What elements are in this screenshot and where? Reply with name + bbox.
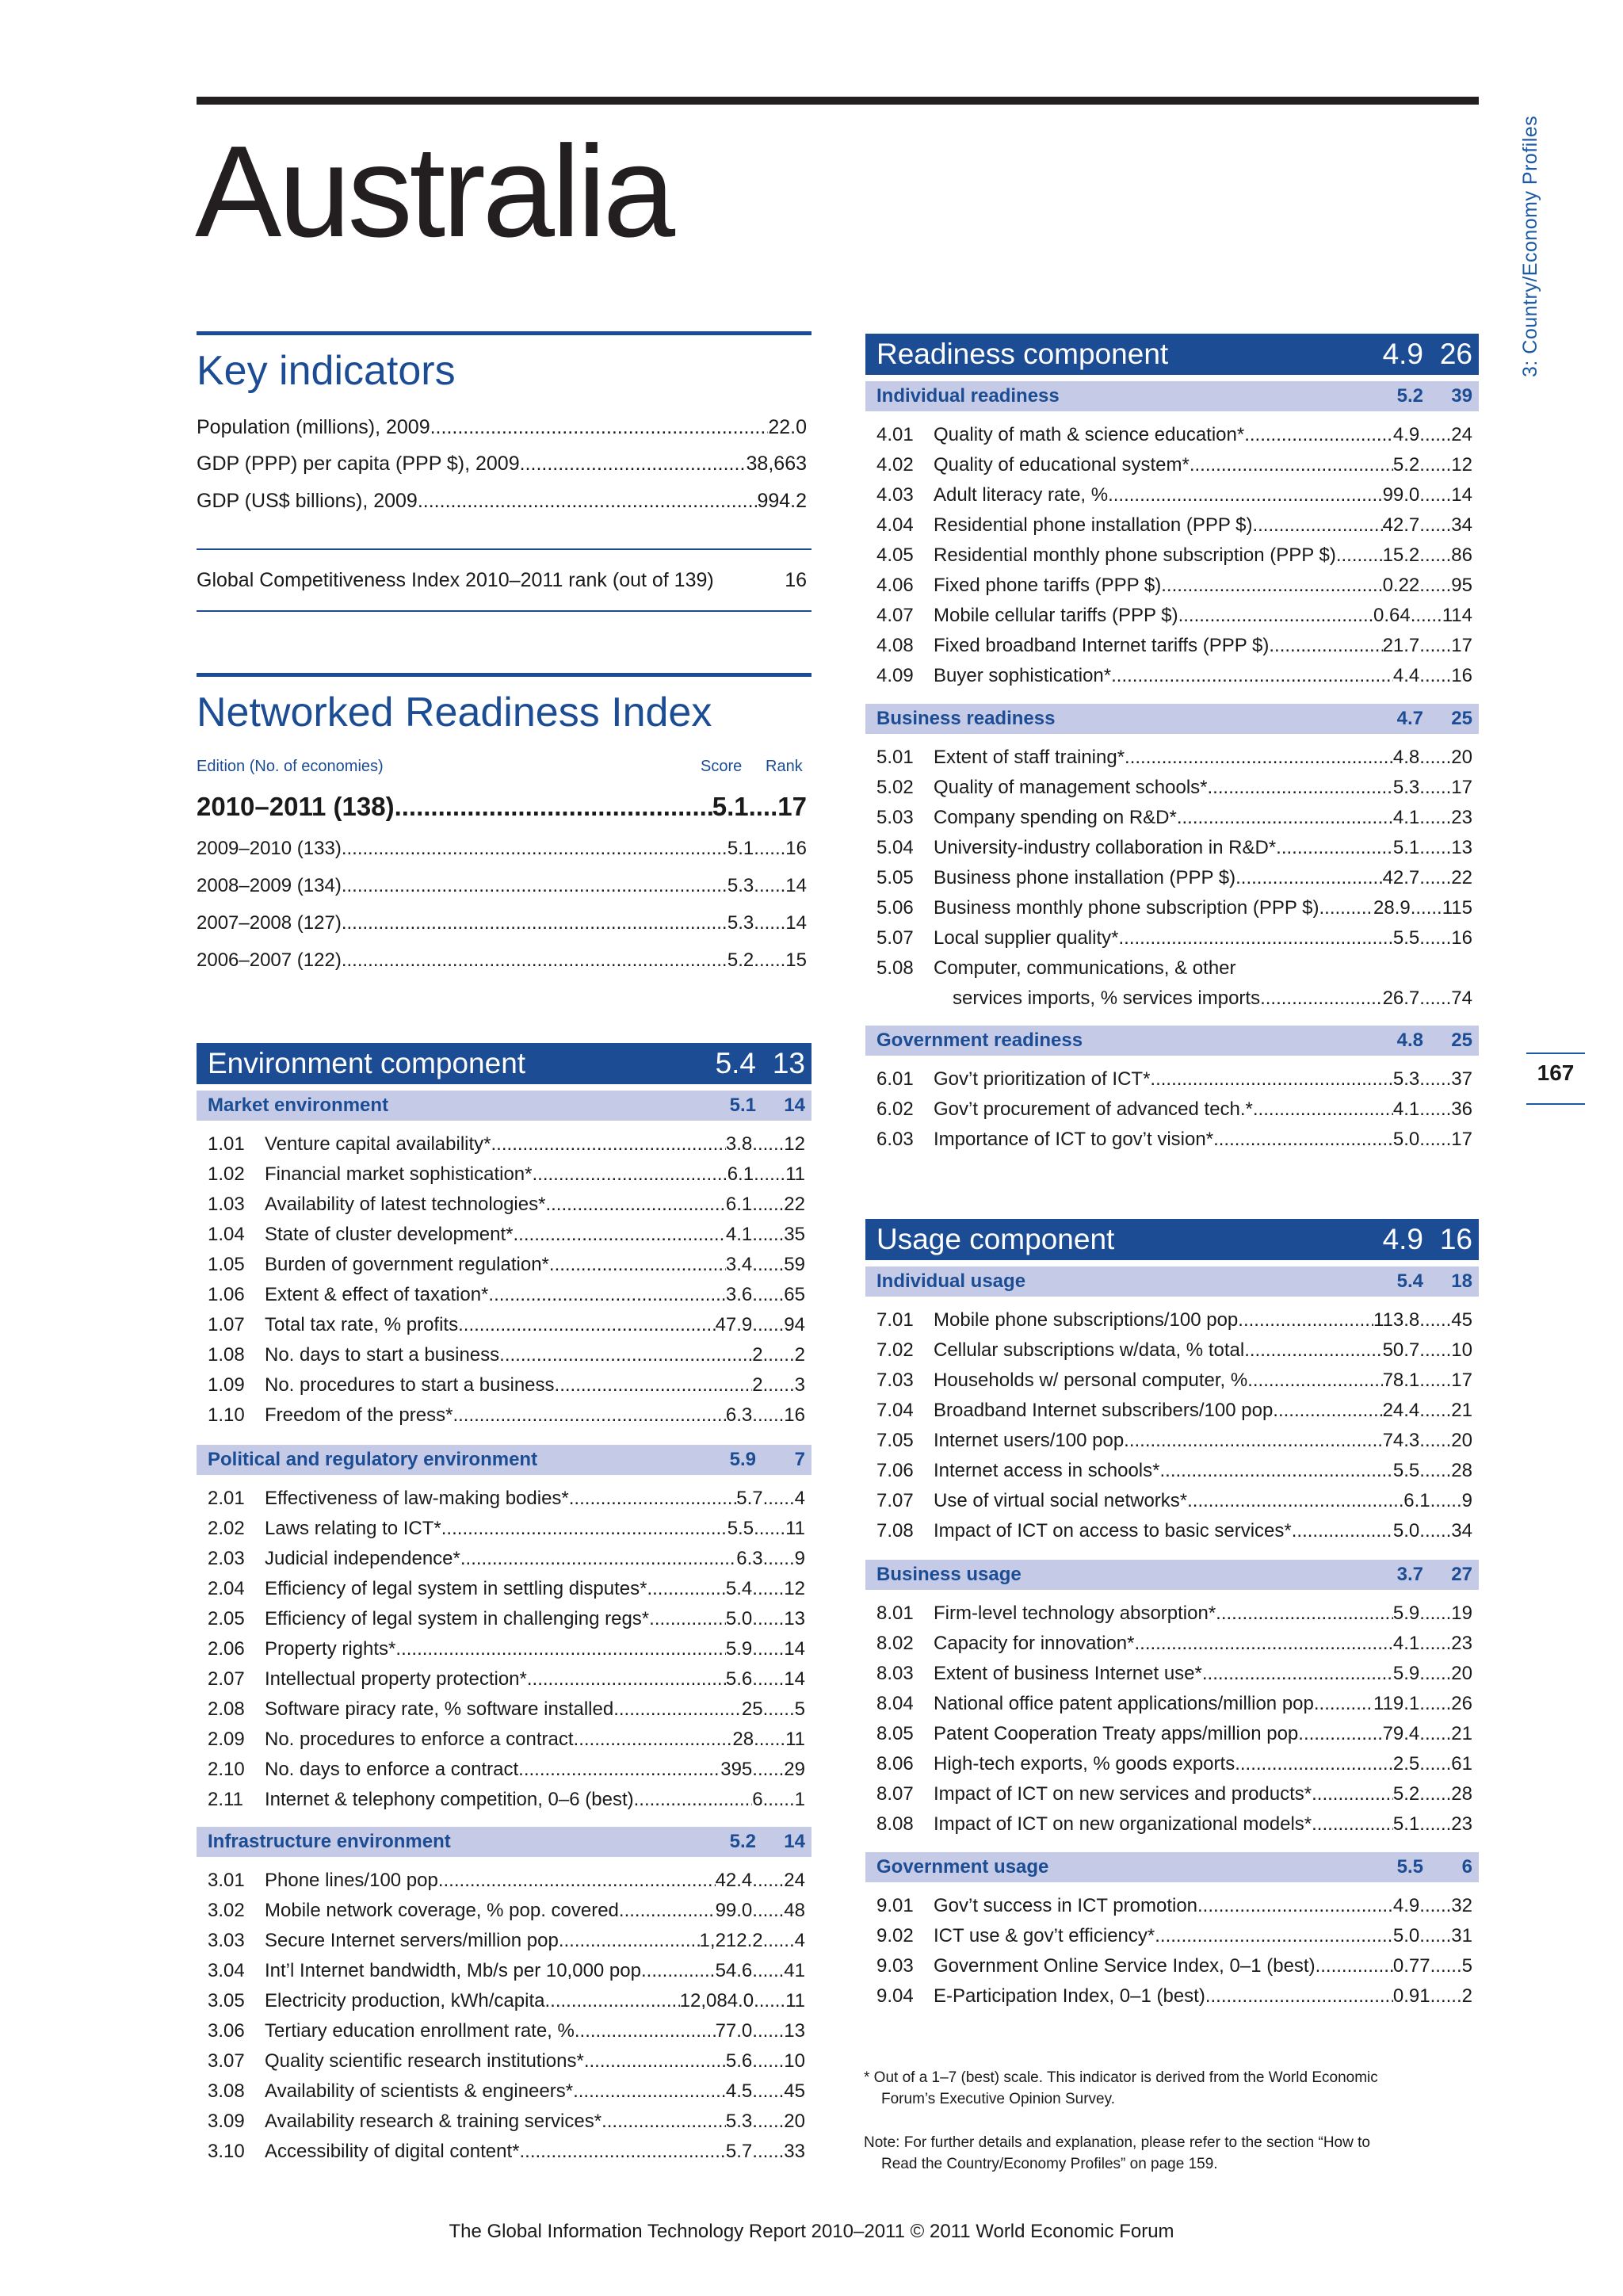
indicator-row: 9.03 Government Online Service Index, 0–1 (best) ..... 0.77 ...... 5 (865, 1951, 1479, 1981)
indicator-row: 2.11 Internet & telephony competition, 0–6 (best) ..... 6 ...... 1 (197, 1785, 812, 1815)
key-indicators-rule (197, 331, 812, 335)
gci-rank-row: Global Competitiveness Index 2010–2011 rank (out of 139) 16 (197, 569, 807, 591)
business-usage-header: Business usage 3.7 27 (865, 1560, 1479, 1590)
indicator-row: 2.05 Efficiency of legal system in challenging regs* ..... 5.0 ...... 13 (197, 1604, 812, 1634)
indicator-row: 2.07 Intellectual property protection* ..... 5.6 ...... 14 (197, 1664, 812, 1694)
indicator-row: 6.01 Gov’t prioritization of ICT* ..... 5.3 ...... 37 (865, 1064, 1479, 1095)
nri-rule (197, 673, 812, 677)
page-number-rule-top (1526, 1052, 1585, 1054)
top-rule (197, 97, 1479, 105)
government-readiness-header: Government readiness 4.8 25 (865, 1026, 1479, 1056)
indicator-row: 4.09 Buyer sophistication* ..... 4.4 ...... 16 (865, 661, 1479, 691)
indicator-row: 8.01 Firm-level technology absorption* ..... 5.9 ...... 19 (865, 1599, 1479, 1629)
section-side-label: 3: Country/Economy Profiles (1519, 115, 1541, 377)
indicator-row: 5.08 Computer, communications, & other (876, 957, 1236, 979)
indicator-row: 8.08 Impact of ICT on new organizational models* ..... 5.1 ...... 23 (865, 1809, 1479, 1839)
individual-readiness-header: Individual readiness 5.2 39 (865, 381, 1479, 411)
indicator-row: 3.04 Int’l Internet bandwidth, Mb/s per 10,000 pop ..... 54.6 ...... 41 (197, 1956, 812, 1986)
readiness-component-header: Readiness component 4.9 26 (865, 334, 1479, 375)
environment-component-header: Environment component 5.4 13 (197, 1043, 812, 1084)
indicator-row: 4.01 Quality of math & science education* ..... 4.9 ...... 24 (865, 420, 1479, 450)
nri-row: 2008–2009 (134) ..... 5.3 ...... 14 (197, 875, 807, 897)
indicator-row: 1.10 Freedom of the press* ..... 6.3 ...... 16 (197, 1400, 812, 1431)
indicator-row: 6.03 Importance of ICT to gov’t vision* ..... 5.0 ...... 17 (865, 1125, 1479, 1155)
indicator-row: 3.05 Electricity production, kWh/capita ..... 12,084.0 ...... 11 (197, 1986, 812, 2016)
gci-rule-top (197, 548, 812, 550)
indicator-row: 5.03 Company spending on R&D* ..... 4.1 ...... 23 (865, 803, 1479, 833)
indicator-row: 3.06 Tertiary education enrollment rate, % ..... 77.0 ...... 13 (197, 2016, 812, 2046)
indicator-row: 3.03 Secure Internet servers/million pop. ..... 1,212.2 ...... 4 (197, 1926, 812, 1956)
footnote-star: * Out of a 1–7 (best) scale. This indicator is derived from the World Economic Forum’s Executive Opinion Survey. (864, 2069, 1378, 2107)
infrastructure-environment-header: Infrastructure environment 5.2 14 (197, 1827, 812, 1857)
page-footer: The Global Information Technology Report 2010–2011 © 2011 World Economic Forum (449, 2221, 1174, 2242)
indicator-row: 5.01 Extent of staff training* ..... 4.8 ...... 20 (865, 743, 1479, 773)
usage-component-header: Usage component 4.9 16 (865, 1219, 1479, 1260)
indicator-row: 1.01 Venture capital availability* ..... 3.8 ...... 12 (197, 1129, 812, 1159)
indicator-row: 8.03 Extent of business Internet use* ..... 5.9 ...... 20 (865, 1659, 1479, 1689)
key-indicator-row: GDP (PPP) per capita (PPP $), 2009 ..... 38,663 (197, 453, 807, 476)
indicator-row: 3.08 Availability of scientists & engineers* ..... 4.5 ...... 45 (197, 2076, 812, 2107)
nri-row-current: 2010–2011 (138) ..... 5.1 .... 17 (197, 792, 807, 822)
indicator-row: 3.09 Availability research & training services* ..... 5.3 ...... 20 (197, 2107, 812, 2137)
indicator-row: 5.04 University-industry collaboration in R&D* ..... 5.1 ...... 13 (865, 833, 1479, 863)
indicator-row-continued: services imports, % services imports ..... 26.7 ...... 74 (865, 984, 1479, 1014)
indicator-row: 7.06 Internet access in schools* ..... 5.5 ...... 28 (865, 1456, 1479, 1486)
indicator-row: 9.04 E-Participation Index, 0–1 (best) ..... 0.91 ...... 2 (865, 1981, 1479, 2011)
nri-title: Networked Readiness Index (197, 690, 712, 735)
indicator-row: 1.04 State of cluster development* ..... 4.1 ...... 35 (197, 1220, 812, 1250)
indicator-row: 2.03 Judicial independence* ..... 6.3 ...... 9 (197, 1544, 812, 1574)
indicator-row: 4.03 Adult literacy rate, % ..... 99.0 ...... 14 (865, 480, 1479, 510)
nri-row: 2006–2007 (122) ..... 5.2 ...... 15 (197, 949, 807, 972)
key-indicator-row: GDP (US$ billions), 2009 ..... 994.2 (197, 490, 807, 513)
indicator-row: 9.02 ICT use & gov’t efficiency* ..... 5.0 ...... 31 (865, 1921, 1479, 1951)
indicator-row: 2.09 No. procedures to enforce a contract ..... 28 ...... 11 (197, 1725, 812, 1755)
nri-row: 2007–2008 (127) ..... 5.3 ...... 14 (197, 912, 807, 934)
indicator-row: 2.04 Efficiency of legal system in settling disputes* ..... 5.4 ...... 12 (197, 1574, 812, 1604)
indicator-row: 1.07 Total tax rate, % profits ..... 47.9 ...... 94 (197, 1310, 812, 1340)
country-title: Australia (195, 119, 673, 264)
indicator-row: 7.08 Impact of ICT on access to basic services* ..... 5.0 ...... 34 (865, 1516, 1479, 1546)
market-environment-header: Market environment 5.1 14 (197, 1091, 812, 1121)
page-number: 167 (1537, 1060, 1575, 1085)
indicator-row: 8.06 High-tech exports, % goods exports ..... 2.5 ...... 61 (865, 1749, 1479, 1779)
indicator-row: 5.06 Business monthly phone subscription (PPP $) ..... 28.9 ...... 115 (865, 893, 1479, 923)
indicator-row: 7.07 Use of virtual social networks* ..... 6.1 ...... 9 (865, 1486, 1479, 1516)
indicator-row: 8.05 Patent Cooperation Treaty apps/million pop ..... 79.4 ...... 21 (865, 1719, 1479, 1749)
nri-rank-header: Rank (766, 758, 803, 775)
business-readiness-header: Business readiness 4.7 25 (865, 704, 1479, 734)
indicator-row: 5.05 Business phone installation (PPP $) ..... 42.7 ...... 22 (865, 863, 1479, 893)
indicator-row: 7.02 Cellular subscriptions w/data, % total ..... 50.7 ...... 10 (865, 1335, 1479, 1366)
indicator-row: 4.06 Fixed phone tariffs (PPP $) ..... 0.22 ...... 95 (865, 571, 1479, 601)
key-indicator-row: Population (millions), 2009 ..... 22.0 (197, 416, 807, 439)
indicator-row: 2.10 No. days to enforce a contract ..... 395 ...... 29 (197, 1755, 812, 1785)
indicator-row: 9.01 Gov’t success in ICT promotion ..... 4.9 ...... 32 (865, 1891, 1479, 1921)
indicator-row: 2.02 Laws relating to ICT* ..... 5.5 ...... 11 (197, 1514, 812, 1544)
indicator-row: 3.07 Quality scientific research institutions* ..... 5.6 ...... 10 (197, 2046, 812, 2076)
indicator-row: 1.08 No. days to start a business ..... 2 ...... 2 (197, 1340, 812, 1370)
indicator-row: 1.03 Availability of latest technologies* ..... 6.1 ...... 22 (197, 1190, 812, 1220)
indicator-row: 1.09 No. procedures to start a business ..... 2 ...... 3 (197, 1370, 812, 1400)
indicator-row: 7.05 Internet users/100 pop. ..... 74.3 ...... 20 (865, 1426, 1479, 1456)
indicator-row: 8.02 Capacity for innovation* ..... 4.1 ...... 23 (865, 1629, 1479, 1659)
indicator-row: 2.08 Software piracy rate, % software installed ..... 25 ...... 5 (197, 1694, 812, 1725)
indicator-row: 8.04 National office patent applications/million pop ..... 119.1 ...... 26 (865, 1689, 1479, 1719)
indicator-row: 4.05 Residential monthly phone subscription (PPP $) ..... 15.2 ...... 86 (865, 541, 1479, 571)
individual-usage-header: Individual usage 5.4 18 (865, 1266, 1479, 1297)
indicator-row: 4.07 Mobile cellular tariffs (PPP $) ..... 0.64 ...... 114 (865, 601, 1479, 631)
indicator-row: 2.01 Effectiveness of law-making bodies* ..... 5.7 ...... 4 (197, 1484, 812, 1514)
government-usage-header: Government usage 5.5 6 (865, 1852, 1479, 1882)
indicator-row: 1.02 Financial market sophistication* ..... 6.1 ...... 11 (197, 1159, 812, 1190)
indicator-row: 5.02 Quality of management schools* ..... 5.3 ...... 17 (865, 773, 1479, 803)
indicator-row: 2.06 Property rights* ..... 5.9 ...... 14 (197, 1634, 812, 1664)
indicator-row: 1.06 Extent & effect of taxation* ..... 3.6 ...... 65 (197, 1280, 812, 1310)
indicator-row: 5.07 Local supplier quality* ..... 5.5 ...... 16 (865, 923, 1479, 953)
indicator-row: 7.04 Broadband Internet subscribers/100 pop. ..... 24.4 ...... 21 (865, 1396, 1479, 1426)
page-number-rule-bottom (1526, 1103, 1585, 1105)
indicator-row: 7.03 Households w/ personal computer, % ..... 78.1 ...... 17 (865, 1366, 1479, 1396)
gci-rule-bottom (197, 610, 812, 612)
political-environment-header: Political and regulatory environment 5.9 7 (197, 1445, 812, 1475)
indicator-row: 4.02 Quality of educational system* ..... 5.2 ...... 12 (865, 450, 1479, 480)
indicator-row: 4.08 Fixed broadband Internet tariffs (PPP $) ..... 21.7 ...... 17 (865, 631, 1479, 661)
indicator-row: 3.02 Mobile network coverage, % pop. covered ..... 99.0 ...... 48 (197, 1896, 812, 1926)
indicator-row: 4.04 Residential phone installation (PPP $) ..... 42.7 ...... 34 (865, 510, 1479, 541)
indicator-row: 6.02 Gov’t procurement of advanced tech.* ..... 4.1 ...... 36 (865, 1095, 1479, 1125)
indicator-row: 7.01 Mobile phone subscriptions/100 pop. ..... 113.8 ...... 45 (865, 1305, 1479, 1335)
nri-score-header: Score (701, 758, 743, 775)
indicator-row: 8.07 Impact of ICT on new services and products* ..... 5.2 ...... 28 (865, 1779, 1479, 1809)
footnote-note: Note: For further details and explanation, please refer to the section “How to Read the Country/Economy Profiles” on page 159. (864, 2134, 1370, 2172)
key-indicators-title: Key indicators (197, 348, 456, 394)
indicator-row: 3.10 Accessibility of digital content* ..... 5.7 ...... 33 (197, 2137, 812, 2167)
indicator-row: 3.01 Phone lines/100 pop. ..... 42.4 ...... 24 (197, 1866, 812, 1896)
nri-edition-header: Edition (No. of economies) (197, 758, 384, 775)
indicator-row: 1.05 Burden of government regulation* ..... 3.4 ...... 59 (197, 1250, 812, 1280)
nri-row: 2009–2010 (133) ..... 5.1 ...... 16 (197, 838, 807, 860)
